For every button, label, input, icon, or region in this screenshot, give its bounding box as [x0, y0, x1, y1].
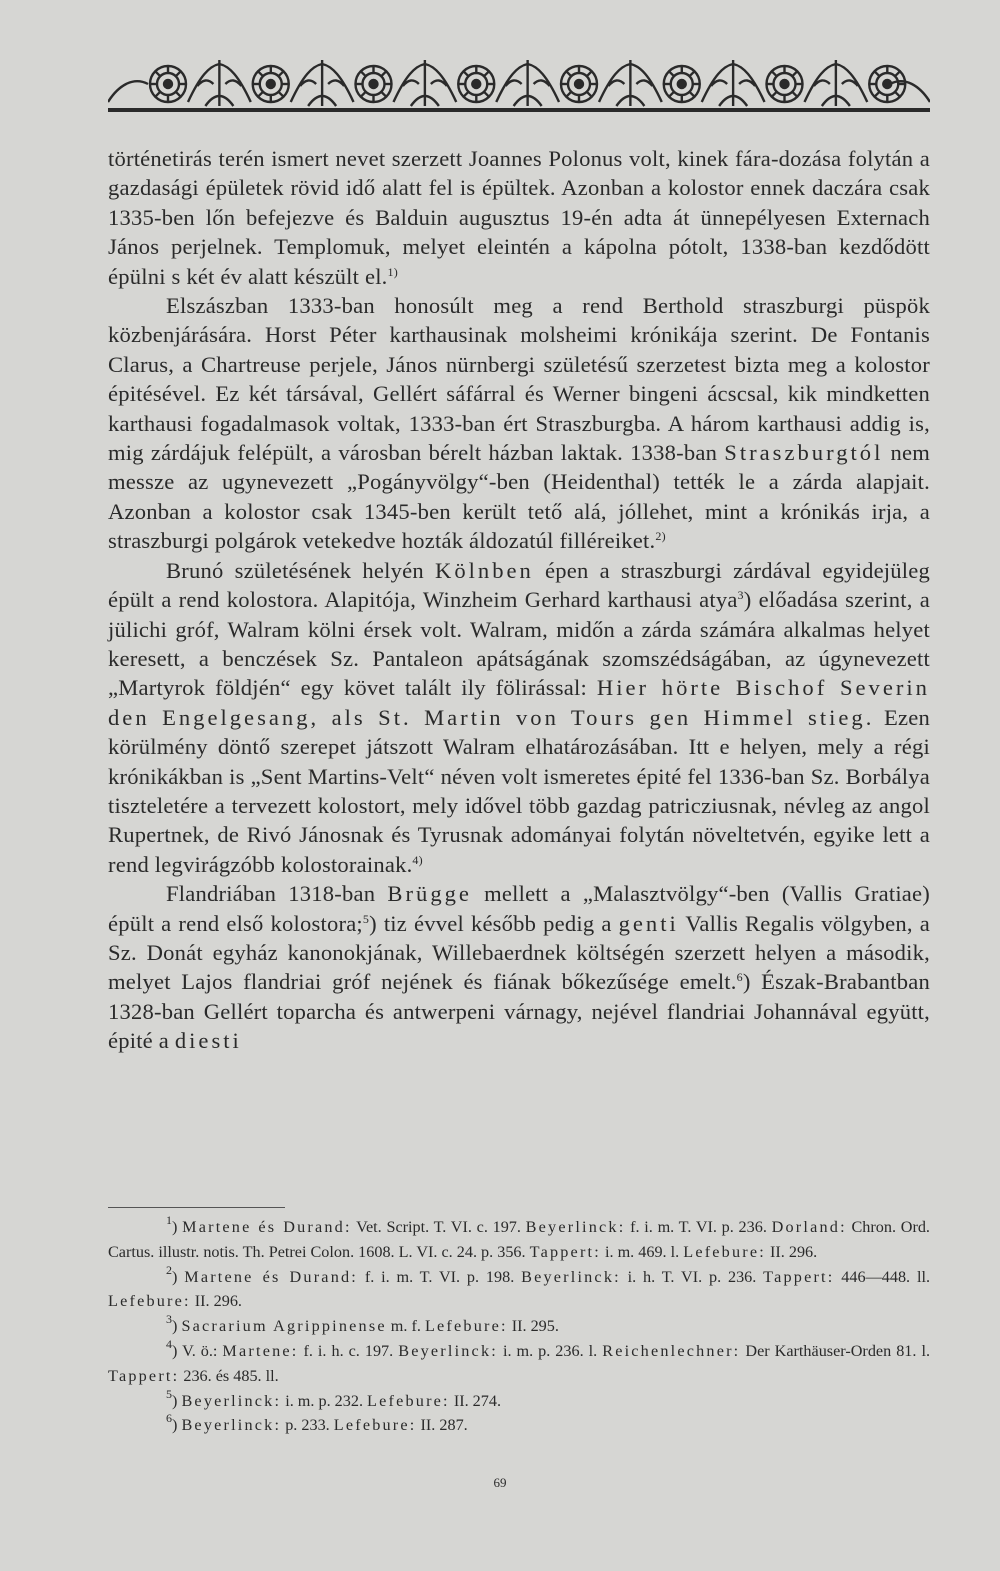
footnote-5: $^5$) Beyerlinck: i. m. p. 232. Lefebure: II. 274.: [166, 1386, 502, 1410]
footnote-1: $^1$) Martene és Durand: Vet. Script. T. VI. c. 197. Beyerlinck: f. i. m. T. VI. p. 236. Dorland: Chron. Ord. Cartus. illustr. notis. Th. Petrei Colon. 1608. L. VI. c. 24. p. 356. Tappert: i. m. 469. l. Lefebure: II. 296.: [108, 1213, 930, 1261]
paragraph-2: Elszászban 1333-ban honosúlt meg a rend Berthold straszburgi püspök közbenjárására. Horst Péter karthausinak molsheimi krónikája szerint. De Fontanis Clarus, a Chartreuse perjele, János nürnbergi születésű szerzetest bizta meg a kolostor épitésével. Ez két társával, Gellért sáfárral és Werner bingeni ácscsal, kik mindketten karthausi fogadalmasok voltak, 1333-ban ért Straszburgba. A három karthausi addig is, mig zárdájuk felépült, a városban bérelt házban laktak. 1338-ban Straszburgtól nem messze az ugynevezett „Pogányvölgy“-ben (Heidenthal) tették le a zárda alapjait. Azonban a kolostor csak 1345-ben került tető alá, jóllehet, mint a krónikás irja, a straszburgi polgárok vetekedve hozták áldozatúl filléreiket.$^{2)}$: [108, 293, 931, 554]
footnote-ref: 3: [737, 588, 744, 603]
paragraph-4: Flandriában 1318-ban Brügge mellett a „Malasztvölgy“-ben (Vallis Gratiae) épült a rend első kolostora;$^5$) tiz évvel később pedig a genti Vallis Regalis völgyben, a Sz. Donát egyház kanonokjának, Willebaerdnek költségén szerzett helyen a második, melyet Lajos flandriai gróf nejének és fiának bőkezűsége emelt.$^6$) Észak-Brabantban 1328-ban Gellért toparcha és antwerpeni várnagy, nejével flandriai Johannával együtt, épité a diesti: [108, 881, 930, 1054]
main-text: [108, 144, 930, 1056]
footnote-2: $^2$) Martene és Durand: f. i. m. T. VI. p. 198. Beyerlinck: i. h. T. VI. p. 236. Tappert: 446—448. ll. Lefebure: II. 296.: [108, 1262, 930, 1311]
footnote-ref: 2): [655, 529, 666, 544]
paragraph-3: Brunó születésének helyén Kölnben épen a straszburgi zárdával egyidejüleg épült a rend kolostora. Alapitója, Winzheim Gerhard karthausi atya$^3$) előadása szerint, a jülichi gróf, Walram kölni érsek volt. Walram, midőn a zárda számára alkalmas helyet keresett, a benczések Sz. Pantaleon apátságának szomszédságában, az úgynevezett „Martyrok földjén“ egy követ talált ily fölirással: Hier hörte Bischof Severin den Engelgesang, als St. Martin von Tours gen Himmel stieg. Ezen körülmény döntő szerepet játszott Walram elhatározásában. Itt e helyen, mely a régi krónikákban is „Sent Martins-Velt“ néven volt ismeretes épité fel 1336-ban Sz. Borbálya tiszteletére a tervezett kolostort, mely idővel több gazdag patricziusnak, névleg az angol Rupertnek, de Rivó Jánosnak és Tyrusnak adományai folytán növeltetvén, egyike lett a rend legvirágzóbb kolostorainak.$^{4)}$: [108, 557, 931, 877]
footnote-6: $^6$) Beyerlinck: p. 233. Lefebure: II. 287.: [166, 1411, 468, 1435]
footnote-ref: 1): [387, 264, 398, 279]
footnote-3: $^3$) Sacrarium Agrippinense m. f. Lefebure: II. 295.: [166, 1312, 559, 1336]
floral-border-icon: [108, 56, 930, 114]
footnotes: [108, 1215, 930, 1438]
footnote-ref: 5: [362, 911, 370, 926]
footnote-ref: 6: [736, 970, 743, 985]
footnote-ref: 4): [412, 852, 423, 867]
page-number: 69: [493, 1475, 507, 1490]
footnote-4: $^4$) V. ö.: Martene: f. i. h. c. 197. Beyerlinck: i. m. p. 236. l. Reichenlechner: Der Karthäuser-Orden 81. l. Tappert: 236. és 485. ll.: [108, 1336, 930, 1385]
footnote-divider: [108, 1207, 285, 1208]
paragraph-1: történetirás terén ismert nevet szerzett Joannes Polonus volt, kinek fára-dozása folytán a gazdasági épületek rövid idő alatt fel is épültek. Azonban a kolostor ennek daczára csak 1335-ben lőn befejezve és Balduin augusztus 19-én adta át ünnepélyesen Externach János perjelnek. Templomuk, melyet eleintén a kápolna pótolt, 1338-ban kezdődött épülni s két év alatt készült el.$^{1)}$: [108, 146, 930, 289]
